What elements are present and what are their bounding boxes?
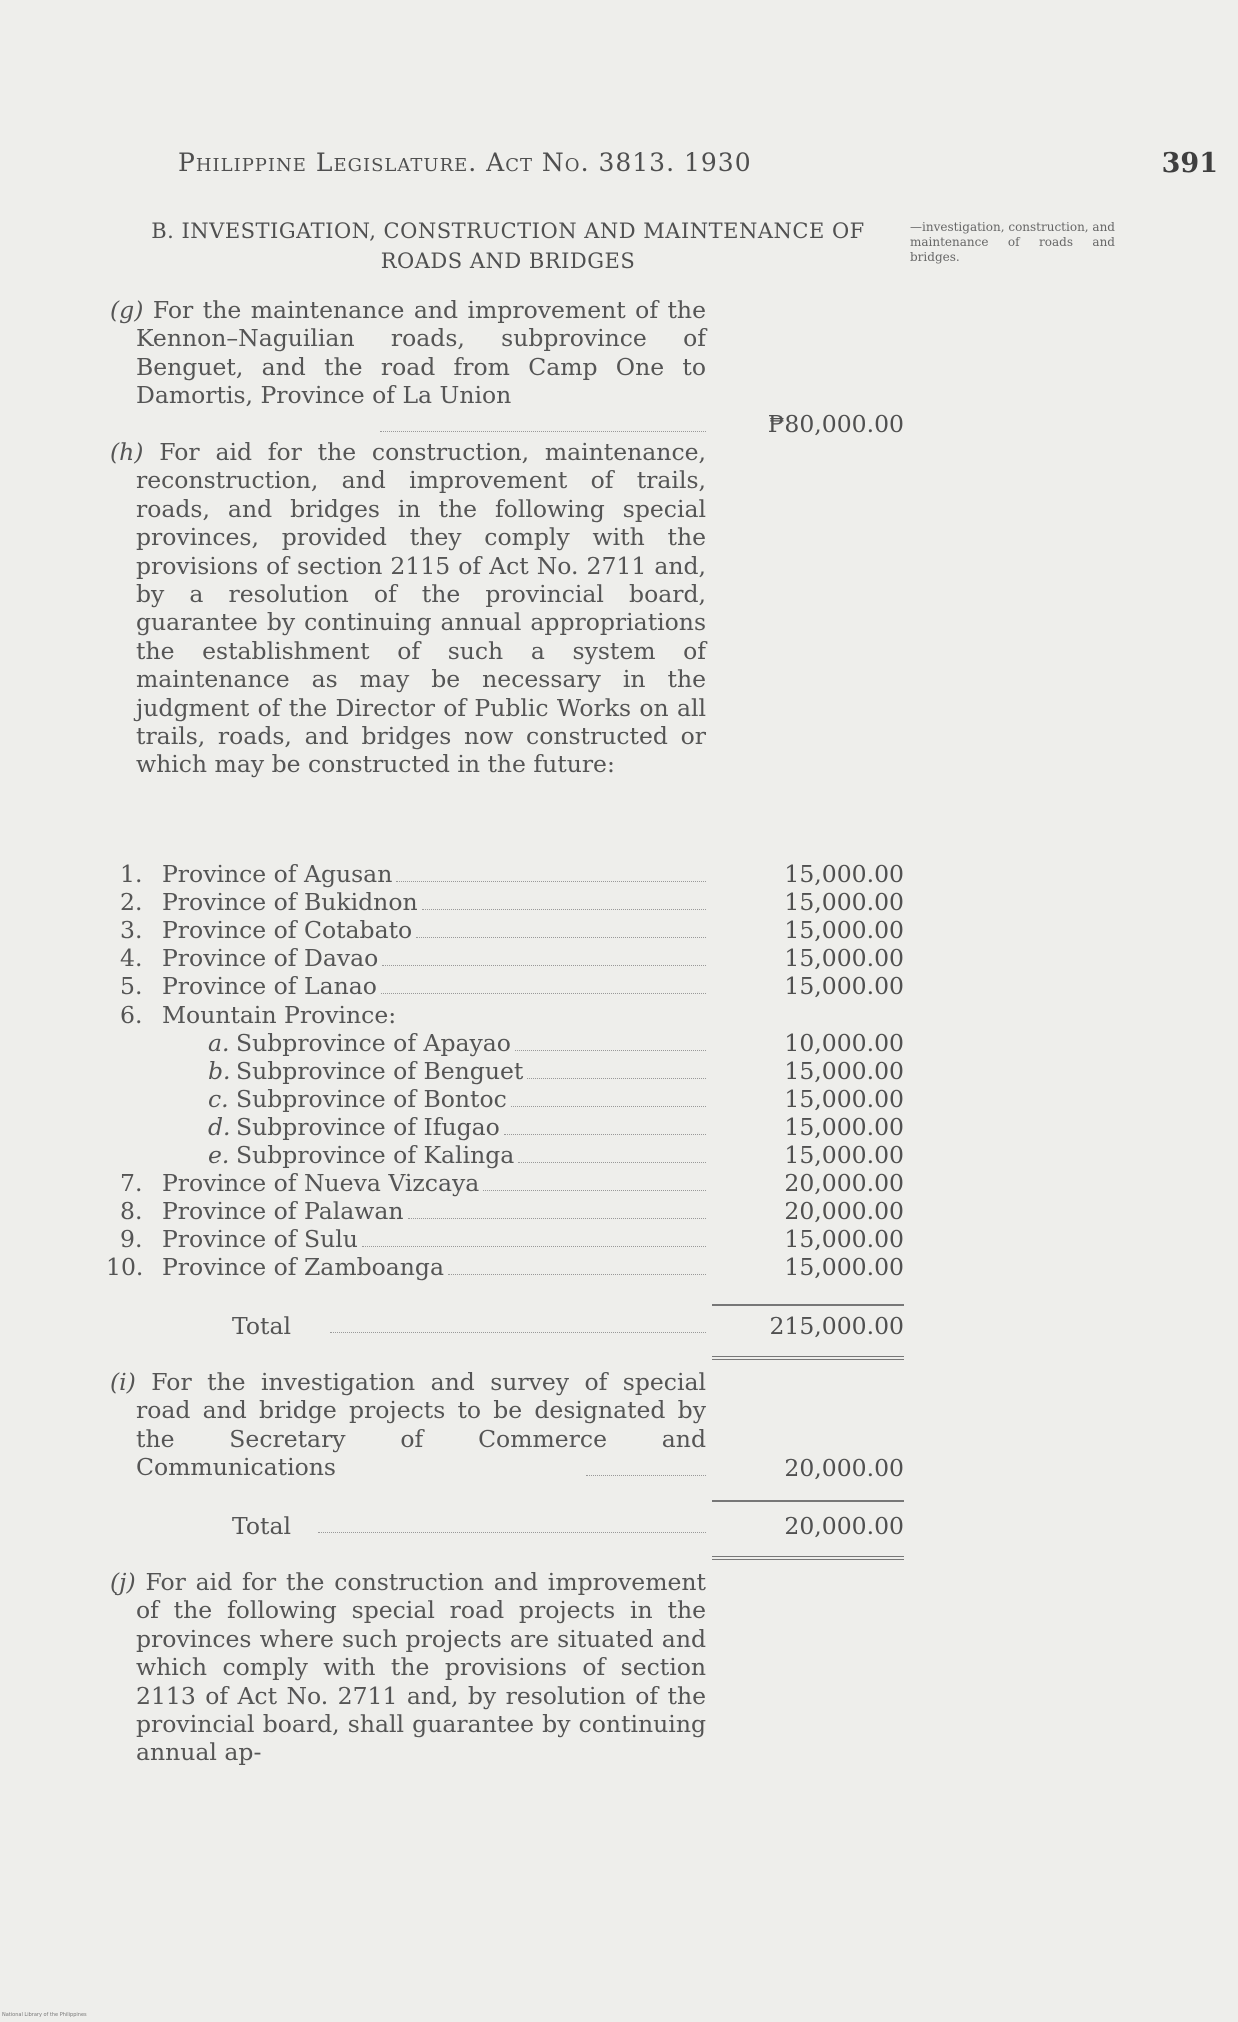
list-item-leader (382, 965, 706, 966)
list-item-amount: 15,000.00 (784, 944, 904, 973)
list-item-amount: 15,000.00 (784, 1225, 904, 1254)
list-item-amount: 20,000.00 (784, 1197, 904, 1226)
list-item-leader (416, 937, 706, 938)
item-g (110, 296, 706, 410)
list-item-amount: 15,000.00 (784, 1253, 904, 1282)
item-i-amount: 20,000.00 (784, 1454, 904, 1482)
list-item-number: a. (208, 1028, 230, 1057)
item-i-label: (i) (110, 1368, 136, 1396)
page-number: 391 (1161, 148, 1218, 179)
list-item-name: Province of Zamboanga (162, 1253, 444, 1282)
list-item-number: e. (208, 1141, 230, 1169)
total-h-leader (330, 1332, 706, 1333)
list-item-leader (483, 1190, 706, 1191)
list-item-number: 1. (120, 860, 143, 888)
list-item-amount: 15,000.00 (784, 1141, 904, 1169)
footer-credit: National Library of the Philippines (2, 2012, 87, 2018)
subtotal-rule (712, 1304, 904, 1306)
list-item-amount: 10,000.00 (784, 1028, 904, 1057)
list-item-leader (381, 993, 706, 994)
section-heading (126, 216, 890, 276)
list-item-leader (511, 1106, 706, 1107)
list-item-name: Province of Cotabato (162, 916, 413, 945)
item-g-leader (380, 431, 706, 432)
list-item-name: Province of Lanao (162, 972, 377, 1001)
item-j-text: For aid for the construction and improvement of the following special road projects in the provinces where such projects are situated and which comply with the provisions of section 2113 of Act No. 2711 and, by resolution of the provincial board, shall guarantee by continuing annual ap- (136, 1568, 706, 1767)
list-item-name: Province of Palawan (162, 1197, 404, 1226)
list-item-number: 8. (120, 1197, 143, 1226)
list-item-amount: 20,000.00 (784, 1169, 904, 1198)
list-item-number: 9. (120, 1225, 143, 1254)
list-item-name: Mountain Province: (162, 1000, 397, 1029)
item-g-text: For the maintenance and improvement of the Kennon–Naguilian roads, subprovince of Benguet, and the road from Camp One to Damortis, Province of La Union (136, 296, 706, 410)
list-item-number: 3. (120, 916, 143, 945)
list-item-name: Province of Nueva Vizcaya (162, 1169, 480, 1198)
list-item-number: b. (208, 1056, 231, 1085)
list-item-number: d. (208, 1112, 231, 1141)
total-i-leader (318, 1532, 706, 1533)
item-i-leader (586, 1475, 706, 1476)
margin-note: —investigation, construction, and maintenance of roads and bridges. (910, 220, 1115, 264)
list-item-leader (518, 1162, 706, 1163)
list-item-leader (408, 1218, 706, 1219)
list-item-amount: 15,000.00 (784, 888, 904, 917)
item-i-text: For the investigation and survey of special road and bridge projects to be designated by the Secretary of Commerce and Communications (136, 1368, 706, 1482)
list-item-name: Subprovince of Bontoc (236, 1084, 507, 1113)
header-title: Philippine Legislature. Act No. 3813. 1930 (178, 148, 752, 177)
item-i (110, 1368, 706, 1482)
list-item-amount: 15,000.00 (784, 916, 904, 945)
list-item-name: Subprovince of Kalinga (236, 1141, 515, 1169)
list-item-leader (448, 1274, 706, 1275)
list-item-number: 2. (120, 888, 143, 917)
list-item-amount: 15,000.00 (784, 1056, 904, 1085)
list-item-leader (515, 1050, 706, 1051)
list-item-amount: 15,000.00 (784, 1084, 904, 1113)
total-h-label: Total (232, 1312, 291, 1340)
list-item-leader (527, 1078, 706, 1079)
list-item-leader (504, 1134, 706, 1135)
item-g-amount: ₱80,000.00 (767, 410, 904, 438)
item-j (110, 1568, 706, 1767)
item-g-label: (g) (110, 296, 144, 324)
list-item-number: 4. (120, 944, 143, 973)
section-heading-line1: B. INVESTIGATION, CONSTRUCTION AND MAINTENANCE OF (151, 219, 865, 243)
total-i-label: Total (232, 1512, 291, 1540)
total-i-amount: 20,000.00 (784, 1512, 904, 1540)
list-item-leader (362, 1246, 706, 1247)
list-item-name: Province of Davao (162, 944, 379, 973)
item-h-label: (h) (110, 438, 144, 466)
list-item-leader (396, 881, 706, 882)
list-item-name: Province of Sulu (162, 1225, 358, 1254)
list-item-number: 10. (106, 1253, 144, 1282)
subtotal-i-rule (712, 1500, 904, 1502)
total-h-rule (712, 1356, 904, 1360)
list-item-number: c. (208, 1084, 229, 1113)
section-heading-line2: ROADS AND BRIDGES (380, 249, 636, 273)
list-item-name: Province of Agusan (162, 860, 393, 888)
item-j-label: (j) (110, 1568, 136, 1596)
item-h-text: For aid for the construction, maintenance, reconstruction, and improvement of trails, roads, and bridges in the following special provinces, provided they comply with the provisions of section 2115 of Act No. 2711 and, by a resolution of the provincial board, guarantee by continuing annual appropriations the establishment of such a system of maintenance as may be necessary in the judgment of the Director of Public Works on all trails, roads, and bridges now constructed or which may be constructed in the future: (136, 438, 706, 779)
list-item-number: 6. (120, 1000, 143, 1029)
list-item-number: 7. (120, 1169, 143, 1198)
total-h-amount: 215,000.00 (769, 1312, 904, 1340)
item-h (110, 438, 706, 779)
list-item-leader (422, 909, 706, 910)
list-item-name: Subprovince of Ifugao (236, 1112, 500, 1141)
running-header (178, 148, 1218, 188)
list-item-name: Subprovince of Benguet (236, 1056, 524, 1085)
list-item-amount: 15,000.00 (784, 972, 904, 1001)
list-item-name: Province of Bukidnon (162, 888, 418, 917)
list-item-name: Subprovince of Apayao (236, 1028, 511, 1057)
list-item-amount: 15,000.00 (784, 860, 904, 888)
list-item-amount: 15,000.00 (784, 1112, 904, 1141)
list-item-number: 5. (120, 972, 143, 1001)
total-i-rule (712, 1556, 904, 1560)
